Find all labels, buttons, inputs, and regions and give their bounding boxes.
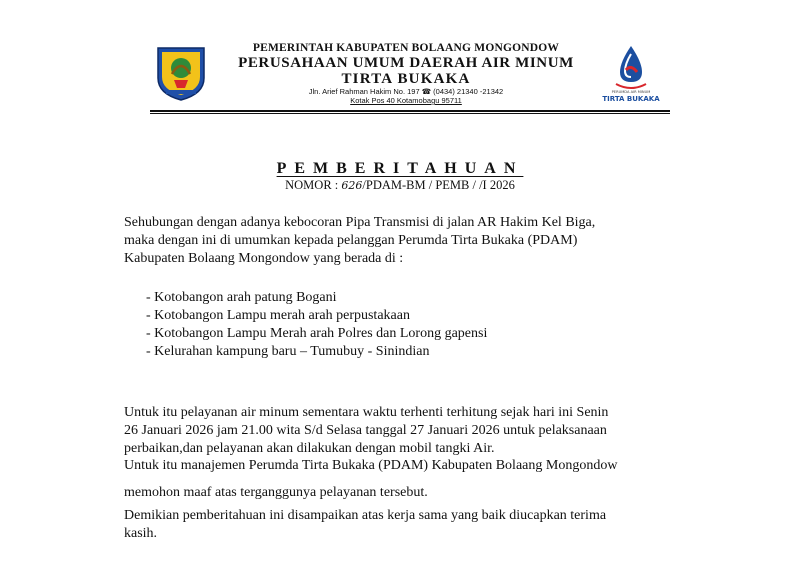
service-interruption-paragraph: Untuk itu pelayanan air minum sementara waktu terhenti terhitung sejak hari ini Senin 26 Januari 2026 jam 21.00 wita S/d Selasa tanggal 27 Januari 2026 untuk pelaksanaan perbaikan,dan pelayanan akan dilakukan dengan mobil tangki Air. [124,405,609,456]
company-postbox: Kotak Pos 40 Kotamobagu 95711 [350,96,462,105]
tirta-bukaka-logo-icon [596,42,666,106]
logo-caption-small: PERUMDA AIR MINUM [611,90,651,94]
location-list [146,289,706,361]
company-name: TIRTA BUKAKA [341,71,471,87]
government-heading: PEMERINTAH KABUPATEN BOLAANG MONGONDOW [252,42,560,54]
closing-paragraph: Demikian pemberitahuan ini disampaikan atas kerja sama yang baik diucapkan terima kasih. [124,508,607,541]
regency-emblem-icon [154,44,208,102]
apology-paragraph: Untuk itu manajemen Perumda Tirta Bukaka (PDAM) Kabupaten Bolaang Mongondow memohon maaf atas terganggunya pelayanan tersebut. [124,458,618,500]
letterhead [150,38,670,110]
number-suffix: /PDAM-BM / PEMB / /I 2026 [362,178,515,192]
list-item: - Kotobangon arah patung Bogani [146,290,337,305]
list-item: - Kotobangon Lampu Merah arah Polres dan Lorong gapensi [146,326,488,341]
number-label: NOMOR : [285,178,339,192]
document-title: PEMBERITAHUAN [276,160,524,177]
logo-caption: TIRTA BUKAKA [602,95,660,103]
letterhead-rule [150,110,670,112]
letterhead-rule-thin [150,113,670,114]
company-heading: PERUSAHAAN UMUM DAERAH AIR MINUM [238,55,574,71]
document-number [0,178,800,193]
list-item: - Kelurahan kampung baru – Tumubuy - Sinindian [146,344,430,359]
company-address: Jln. Arief Rahman Hakim No. 197 ☎ (0434) 21340 -21342 [308,87,504,96]
handwritten-number: 626 [341,179,363,192]
intro-paragraph: Sehubungan dengan adanya kebocoran Pipa Transmisi di jalan AR Hakim Kel Biga, maka dengan ini di umumkan kepada pelanggan Perumda Tirta Bukaka (PDAM) Kabupaten Bolaang Mongondow yang berada di : [124,215,596,266]
list-item: - Kotobangon Lampu merah arah perpustakaan [146,308,410,323]
